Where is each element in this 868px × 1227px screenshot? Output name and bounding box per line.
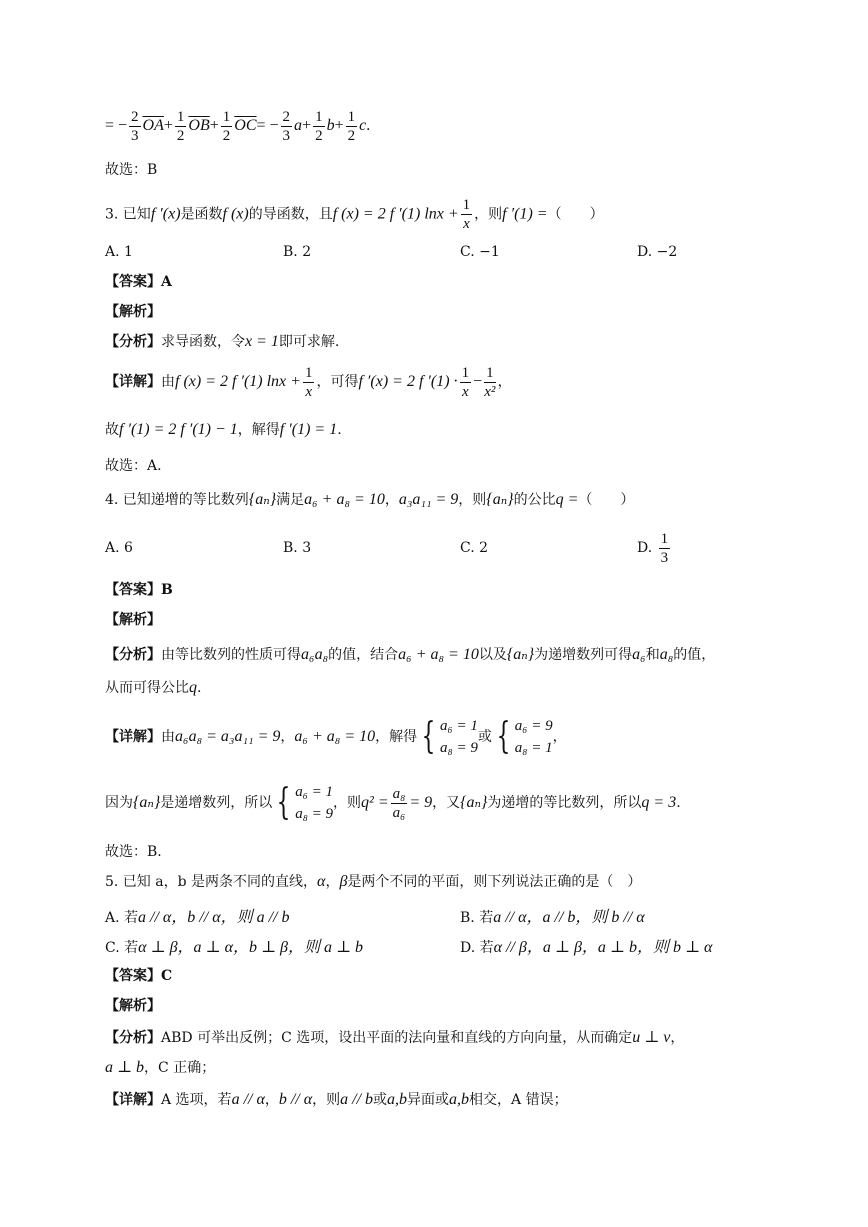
q4-answer: 【答案】B [105,582,173,598]
q5-option-a [105,904,290,927]
text: 4. 已知递增的等比数列 [105,492,249,508]
math: f (x) = 2 f ′(1) lnx + [175,373,301,390]
math: = 9 [409,794,433,811]
text: ，C 正确； [144,1060,216,1076]
math: b // α [278,1091,313,1108]
denominator: 2 [222,127,231,144]
text: ，解得 [375,729,418,745]
math: a // b [340,1091,374,1108]
text: ，则 [474,206,503,223]
text: ，则 [312,1092,341,1108]
denominator: x [463,216,470,232]
math: a,b [449,1091,470,1108]
math: a // α，b // α，则 a // b [138,909,290,926]
vector-a: a [294,117,303,134]
text: 从而可得公比 [105,680,189,696]
math: f ′(x) [150,205,181,223]
fraction [484,364,496,401]
equation: a₆ = 1 [440,718,478,734]
q4-option-b: B. 3 [283,540,312,556]
text: ，则 [333,795,362,811]
vector-expression-line [105,106,370,146]
text: 是函数 [180,206,223,223]
text: + [209,117,219,134]
fraction [303,364,315,401]
text: 的值，结合 [328,647,399,663]
math: x = 1 [245,333,279,350]
denominator: x [305,383,313,400]
text: 异面或 [407,1092,450,1108]
numerator: 1 [660,530,669,547]
q5-fenxi-line2 [105,1058,215,1078]
q5-fenxi [105,1028,684,1048]
text: + [302,117,312,134]
text: 3. 已知 [105,206,151,223]
left-brace: { [421,716,436,757]
math: u ⊥ v [632,1029,671,1046]
q3-stem [105,196,604,233]
fraction [129,108,141,145]
math: f (x) [222,205,249,223]
q5-option-c [105,934,363,957]
q4-choice: 故选：B. [105,844,162,860]
q2-choice: 故选：B [105,162,158,178]
text: = − [105,117,128,134]
q4-because-line [105,778,681,828]
fraction [346,108,358,145]
text: ， [264,1092,279,1108]
q4-option-a: A. 6 [105,540,133,556]
q4-option-d [637,528,672,568]
text: 的值， [673,647,716,663]
equation: a₆ = 1 [295,784,334,800]
denominator: a₆ [392,804,406,821]
math: a₆ + a₈ = 10 [304,491,385,508]
math: a₆ [632,646,646,663]
math: {aₙ} [460,794,488,811]
denominator: 2 [176,127,185,144]
math: a₆a₈ [301,646,329,663]
q3-choice: 故选：A. [105,458,162,474]
q5-stem [105,872,641,892]
q3-option-a: A. 1 [105,244,133,260]
left-brace: { [276,782,291,823]
text: D. 若 [460,940,494,956]
text: ， [497,374,512,390]
equation: a₈ = 9 [440,740,478,756]
text: 为递增的等比数列，所以 [487,795,642,811]
math: α [317,873,326,890]
denominator: 3 [131,127,139,144]
text: 由 [161,374,175,390]
math: a₆ + a₈ = 10 [398,646,479,663]
numerator: 1 [222,108,231,125]
q3-answer: 【答案】A [105,274,172,290]
fraction [281,108,293,145]
q3-detail [105,362,512,402]
q4-option-c: C. 2 [460,540,489,556]
vector-oa: $\overline{OA}$ [142,117,164,134]
text: . [366,117,371,134]
fraction [461,196,473,233]
text: （ ） [578,492,635,508]
label: 【详解】 [105,374,161,390]
q3-option-c: C. −1 [460,244,500,260]
denominator: 3 [660,549,669,566]
numerator: a₈ [392,785,406,802]
math: α ⊥ β，a ⊥ α，b ⊥ β，则 a ⊥ b [138,939,364,956]
text: D. [637,540,653,556]
q3-solve-line [105,420,342,440]
q4-stem [105,490,634,510]
text: 或 [477,729,492,745]
label: 【分析】 [105,647,161,663]
math: f ′(x) = 2 f ′(1) · [358,373,458,390]
text: 即可求解. [278,334,340,350]
text: . [337,422,342,438]
math: a ⊥ b [105,1059,145,1076]
equation-system [440,715,478,759]
text: ， [670,1030,685,1046]
label: 【详解】 [105,1092,161,1108]
q4-detail [105,712,567,762]
math: q = 3 [641,794,677,811]
q3-fenxi [105,332,339,352]
vector-b: b [326,117,335,134]
text: 为递增数列可得 [534,647,633,663]
q3-analysis-label: 【解析】 [105,304,161,320]
numerator: 1 [486,364,494,381]
q5-option-d [460,934,712,957]
text: ABD 可举出反例；C 选项，设出平面的法向量和直线的方向向量，从而确定 [161,1030,633,1046]
fraction [313,108,325,145]
numerator: 2 [282,108,291,125]
text: ，则 [458,492,487,508]
math: a // α [231,1091,265,1108]
math: q² = [361,794,389,811]
numerator: 1 [315,108,323,125]
text: ， [552,729,567,745]
denominator: 2 [347,127,356,144]
text: 或 [373,1092,388,1108]
text: ，又 [432,795,461,811]
math: f ′(1) = [502,205,548,223]
text: 以及 [478,647,507,663]
math: f ′(1) = 2 f ′(1) − 1 [119,421,238,438]
equation: a₈ = 9 [295,806,334,822]
math: f ′(1) = 1 [279,421,338,438]
math: {aₙ} [248,491,277,508]
text: . [197,680,202,696]
numerator: 1 [304,364,313,381]
text: 是递增数列，所以 [160,795,273,811]
equation-system [515,715,553,759]
q5-analysis-label: 【解析】 [105,998,161,1014]
math: a₈ [659,646,674,663]
vector-oc: $\overline{OC}$ [234,117,257,134]
q3-option-b: B. 2 [283,244,312,260]
math: a₃a₁₁ = 9 [398,491,459,508]
text: + [334,117,344,134]
math: {aₙ} [486,491,514,508]
text: ， [325,874,340,890]
denominator: 3 [282,127,291,144]
text: + [163,117,173,134]
text: （ ） [547,206,604,223]
math: q = [555,491,579,508]
denominator: x [461,383,469,400]
text: A 选项，若 [161,1092,232,1108]
math: {aₙ} [133,794,161,811]
vector-c: c [359,117,367,134]
text: 5. 已知 a，b 是两条不同的直线， [105,874,318,890]
math: a // α，a // b，则 b // α [493,909,645,926]
q5-detail [105,1090,568,1110]
text: 故 [105,422,119,438]
math: α // β，a ⊥ β，a ⊥ b，则 b ⊥ α [493,939,713,956]
label: 【分析】 [105,334,161,350]
text: 由 [161,729,175,745]
text: 的公比 [513,492,556,508]
text: 因为 [105,795,133,811]
fraction [391,785,408,822]
left-brace: { [496,716,511,757]
denominator: x² [484,383,496,400]
math: a,b [387,1091,408,1108]
math: {aₙ} [506,646,535,663]
label: 【详解】 [105,729,161,745]
text: 求导函数，令 [161,334,245,350]
text: = − [256,117,279,134]
equation: a₆ = 9 [514,718,553,734]
numerator: 2 [131,108,139,125]
math: q [189,679,197,696]
text: − [473,373,483,390]
math: a₆ + a₈ = 10 [294,728,376,745]
fraction [175,108,187,145]
equation-system [295,781,333,825]
math: f (x) = 2 f ′(1) lnx + [332,205,459,223]
equation: a₈ = 1 [514,740,553,756]
fraction [659,530,671,567]
text: 由等比数列的性质可得 [161,647,301,663]
fraction [221,108,233,145]
label: 【分析】 [105,1030,161,1046]
q5-answer: 【答案】C [105,968,173,984]
fraction [460,364,472,401]
q4-analysis-label: 【解析】 [105,612,161,628]
q3-option-d: D. −2 [637,244,678,260]
text: 相交，A 错误； [469,1092,568,1108]
math: β [339,873,348,890]
vector-ob: $\overline{OB}$ [188,117,210,134]
text: C. 若 [105,940,139,956]
text: ， [280,729,295,745]
text: 是两个不同的平面，则下列说法正确的是（ ） [347,874,642,890]
text: ，可得 [316,374,359,390]
numerator: 1 [176,108,185,125]
text: A. 若 [105,910,139,926]
text: B. 若 [460,910,494,926]
math: a₆a₈ = a₃a₁₁ = 9 [175,728,281,745]
q4-fenxi [105,645,715,665]
text: . [676,795,681,811]
numerator: 1 [461,364,470,381]
denominator: 2 [315,127,323,144]
numerator: 1 [347,108,356,125]
text: 满足 [276,492,305,508]
text: ， [384,492,399,508]
text: 的导函数，且 [248,206,333,223]
numerator: 1 [462,197,471,213]
text: 和 [645,647,660,663]
q5-option-b [460,904,645,927]
text: ，解得 [237,422,280,438]
q4-fenxi-line2 [105,678,201,698]
